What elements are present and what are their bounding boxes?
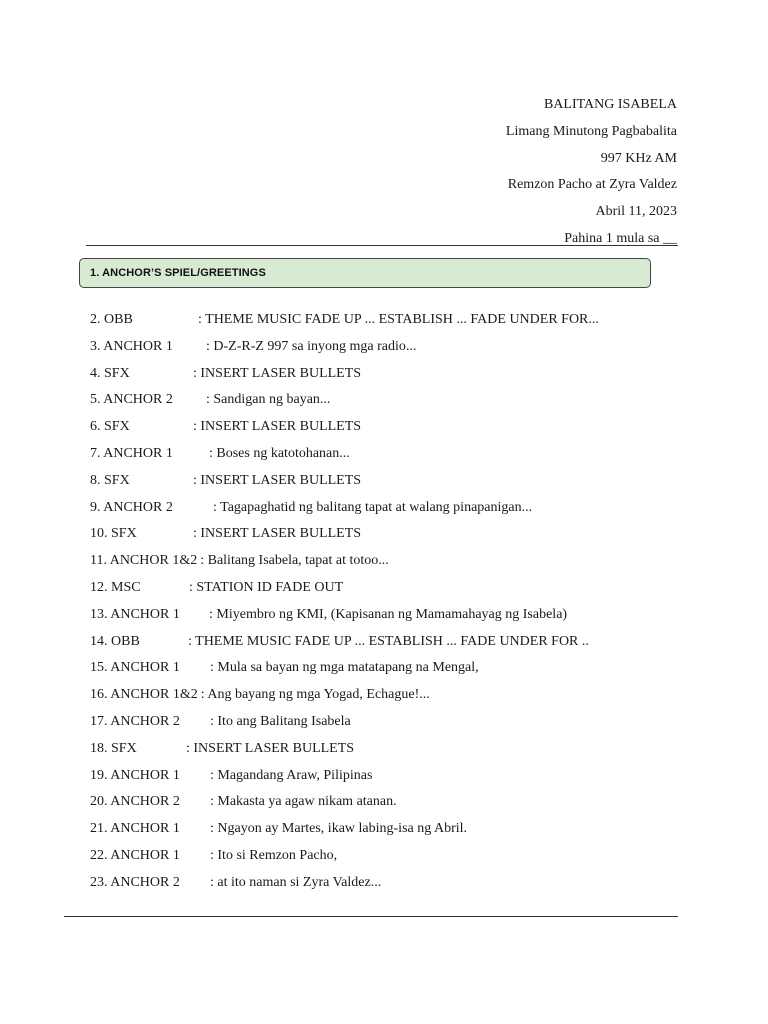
script-line [90,521,430,548]
script-line [90,307,599,334]
script-line [90,629,589,656]
script-line [90,870,430,897]
footer-divider [64,916,678,917]
script-role: 18. SFX [90,740,137,756]
script-text: : INSERT LASER BULLETS [186,740,355,756]
script-role: 16. ANCHOR 1&2 [90,687,198,703]
script-line [90,789,430,816]
script-role: 7. ANCHOR 1 [90,445,173,461]
script-text: : INSERT LASER BULLETS [193,472,362,488]
program-type: Limang Minutong Pagbabalita [505,123,677,139]
script-text: : Ito ang Balitang Isabela [210,713,351,729]
document-header [506,92,677,253]
script-role: 9. ANCHOR 2 [90,499,173,515]
script-role: 10. SFX [90,526,137,542]
script-line [90,361,430,388]
script-role: 19. ANCHOR 1 [90,767,180,783]
script-role: 20. ANCHOR 2 [90,794,180,810]
script-role: 14. OBB [90,633,140,649]
script-line [90,414,430,441]
script-line [90,682,430,709]
script-text: : Magandang Araw, Pilipinas [210,767,373,783]
section-heading-box [79,258,651,288]
script-role: 12. MSC [90,579,141,595]
script-role: 3. ANCHOR 1 [90,338,173,354]
page-info: Pahina 1 mula sa __ [564,230,677,246]
script-text: : Mula sa bayan ng mga matatapang na Mengal, [210,660,479,676]
script-text: : Makasta ya agaw nikam atanan. [210,794,397,810]
script-role: 21. ANCHOR 1 [90,821,180,837]
script-role: 17. ANCHOR 2 [90,713,180,729]
script-line [90,441,430,468]
script-role: 11. ANCHOR 1&2 [90,553,198,569]
script-text: : INSERT LASER BULLETS [193,365,362,381]
script-line [90,736,430,763]
script-role: 6. SFX [90,419,130,435]
script-text: : Balitang Isabela, tapat at totoo... [200,553,389,569]
script-text: : INSERT LASER BULLETS [193,419,362,435]
script-role: 15. ANCHOR 1 [90,660,180,676]
script-text: : D-Z-R-Z 997 sa inyong mga radio... [206,338,417,354]
script-list [90,307,599,897]
script-line [90,709,430,736]
script-role: 5. ANCHOR 2 [90,392,173,408]
script-text: : Sandigan ng bayan... [206,392,331,408]
script-line [90,387,430,414]
script-text: : Ang bayang ng mga Yogad, Echague!... [200,687,430,703]
script-text: : INSERT LASER BULLETS [193,526,362,542]
script-role: 22. ANCHOR 1 [90,847,180,863]
frequency: 997 KHz AM [600,150,677,166]
script-text: : Tagapaghatid ng balitang tapat at walang pinapanigan... [213,499,533,515]
script-text: : STATION ID FADE OUT [189,579,344,595]
broadcast-date: Abril 11, 2023 [595,204,677,220]
header-divider [86,245,678,246]
script-line [90,602,568,629]
script-line [90,655,479,682]
script-text: : Boses ng katotohanan... [209,445,350,461]
script-role: 8. SFX [90,472,130,488]
script-role: 23. ANCHOR 2 [90,874,180,890]
script-line [90,763,430,790]
script-text: : Ito si Remzon Pacho, [210,847,338,863]
section-title: 1. ANCHOR’S SPIEL/GREETINGS [90,267,266,279]
script-line [90,334,430,361]
script-line [90,495,533,522]
script-line [90,843,430,870]
script-text: : Ngayon ay Martes, ikaw labing-isa ng Abril. [210,821,468,837]
script-text: : THEME MUSIC FADE UP ... ESTABLISH ... FADE UNDER FOR... [198,312,599,327]
script-line [90,575,430,602]
script-line [90,816,468,843]
script-role: 4. SFX [90,365,130,381]
script-text: : THEME MUSIC FADE UP ... ESTABLISH ... FADE UNDER FOR .. [188,633,589,649]
script-line [90,548,430,575]
anchor-names: Remzon Pacho at Zyra Valdez [507,177,677,193]
script-line [90,468,430,495]
station-name: BALITANG ISABELA [543,97,677,112]
script-text: : Miyembro ng KMI, (Kapisanan ng Mamamahayag ng Isabela) [209,606,568,622]
script-role: 13. ANCHOR 1 [90,606,180,622]
script-role: 2. OBB [90,312,133,327]
script-text: : at ito naman si Zyra Valdez... [210,874,382,890]
